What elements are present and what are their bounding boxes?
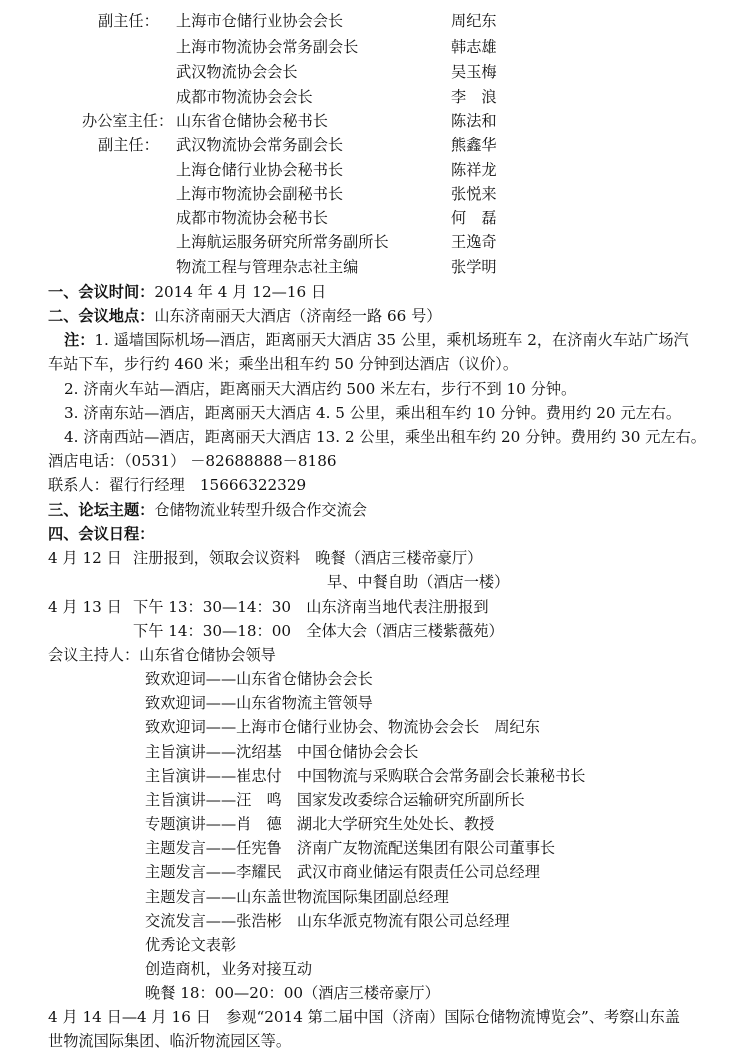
- meeting-venue-value: 山东济南丽天大酒店（济南经一路 66 号）: [154, 307, 442, 325]
- committee-name: 王逸奇: [451, 233, 497, 251]
- schedule-item: 下午 13：30—14：30 山东济南当地代表注册报到: [133, 598, 489, 616]
- hotel-phone: 酒店电话：（0531） －82688888－8186: [48, 452, 337, 470]
- schedule-item: 注册报到，领取会议资料 晚餐（酒店三楼帝豪厅）: [133, 549, 483, 567]
- schedule-heading: 四、会议日程：: [48, 525, 155, 543]
- note-1-line-1: 1. 遥墙国际机场—酒店，距离丽天大酒店 35 公里，乘机场班车 2，在济南火车站广场汽: [94, 331, 689, 349]
- note-1: [64, 330, 689, 350]
- committee-name: 吴玉梅: [451, 63, 497, 81]
- forum-theme-value: 仓储物流业转型升级合作交流会: [154, 501, 367, 519]
- committee-org: 成都市物流协会会长: [176, 88, 313, 106]
- agenda-item: 致欢迎词——上海市仓储行业协会、物流协会会长 周纪东: [145, 718, 540, 736]
- meeting-venue-label: 二、会议地点：: [48, 307, 155, 325]
- committee-name: 李 浪: [451, 88, 497, 106]
- committee-org: 上海市物流协会常务副会长: [176, 38, 359, 56]
- schedule-item: 早、中餐自助（酒店一楼）: [327, 573, 510, 591]
- committee-org: 上海市物流协会副秘书长: [176, 185, 344, 203]
- note-3: 3. 济南东站—酒店，距离丽天大酒店 4. 5 公里，乘出租车约 10 分钟。费用约 20 元左右。: [64, 404, 682, 422]
- meeting-host: 会议主持人：山东省仓储协会领导: [48, 646, 276, 664]
- committee-name: 周纪东: [451, 12, 497, 30]
- agenda-item: 交流发言——张浩彬 山东华派克物流有限公司总经理: [145, 912, 510, 930]
- committee-org: 上海仓储行业协会秘书长: [176, 161, 344, 179]
- committee-org: 上海航运服务研究所常务副所长: [176, 233, 389, 251]
- meeting-venue: [48, 306, 441, 326]
- vice-director-label: 副主任：: [98, 136, 159, 154]
- vice-director-label: 副主任：: [98, 12, 159, 30]
- agenda-item: 主题发言——山东盖世物流国际集团副总经理: [145, 888, 449, 906]
- committee-name: 张学明: [451, 258, 497, 276]
- agenda-item: 主题发言——李耀民 武汉市商业储运有限责任公司总经理: [145, 863, 540, 881]
- agenda-item: 致欢迎词——山东省仓储协会会长: [145, 670, 373, 688]
- agenda-item: 主旨演讲——沈绍基 中国仓储协会会长: [145, 743, 419, 761]
- committee-name: 熊鑫华: [451, 136, 497, 154]
- committee-org: 武汉物流协会会长: [176, 63, 298, 81]
- forum-theme-label: 三、论坛主题：: [48, 501, 155, 519]
- note-1-line-2: 车站下车，步行约 460 米；乘坐出租车约 50 分钟到达酒店（议价）。: [48, 355, 519, 373]
- schedule-visit-line-1: 4 月 14 日—4 月 16 日 参观“2014 第二届中国（济南）国际仓储物流博览会”、考察山东盖: [48, 1008, 680, 1026]
- agenda-item: 优秀论文表彰: [145, 936, 237, 954]
- note-2: 2. 济南火车站—酒店，距离丽天大酒店约 500 米左右，步行不到 10 分钟。: [64, 380, 577, 398]
- contact-person: 联系人：翟行行经理 15666322329: [48, 476, 307, 494]
- agenda-item: 创造商机，业务对接互动: [145, 960, 313, 978]
- meeting-time-value: 2014 年 4 月 12—16 日: [154, 283, 327, 301]
- agenda-item: 致欢迎词——山东省物流主管领导: [145, 694, 373, 712]
- agenda-item: 专题演讲——肖 德 湖北大学研究生处处长、教授: [145, 815, 495, 833]
- committee-name: 陈法和: [451, 112, 497, 130]
- note-label: 注：: [64, 331, 95, 349]
- committee-org: 上海市仓储行业协会会长: [176, 12, 344, 30]
- committee-org: 山东省仓储协会秘书长: [176, 112, 328, 130]
- agenda-item: 主旨演讲——汪 鸣 国家发改委综合运输研究所副所长: [145, 791, 525, 809]
- office-director-label: 办公室主任：: [82, 112, 174, 130]
- schedule-visit-line-2: 世物流国际集团、临沂物流园区等。: [48, 1032, 291, 1050]
- committee-org: 物流工程与管理杂志社主编: [176, 258, 359, 276]
- agenda-item: 主题发言——任宪鲁 济南广友物流配送集团有限公司董事长: [145, 839, 556, 857]
- committee-name: 陈祥龙: [451, 161, 497, 179]
- schedule-item: 下午 14：30—18：00 全体大会（酒店三楼紫薇苑）: [133, 622, 504, 640]
- agenda-item: 主旨演讲——崔忠付 中国物流与采购联合会常务副会长兼秘书长: [145, 767, 586, 785]
- committee-name: 何 磊: [451, 209, 497, 227]
- committee-org: 武汉物流协会常务副会长: [176, 136, 344, 154]
- agenda-item: 晚餐 18：00—20：00（酒店三楼帝豪厅）: [145, 984, 440, 1002]
- schedule-date: 4 月 12 日: [48, 549, 122, 567]
- meeting-time: [48, 282, 326, 302]
- forum-theme: [48, 500, 367, 520]
- meeting-time-label: 一、会议时间：: [48, 283, 155, 301]
- committee-name: 韩志雄: [451, 38, 497, 56]
- schedule-date: 4 月 13 日: [48, 598, 122, 616]
- note-4: 4. 济南西站—酒店，距离丽天大酒店 13. 2 公里，乘坐出租车约 20 分钟。费用约 30 元左右。: [64, 428, 706, 446]
- committee-org: 成都市物流协会秘书长: [176, 209, 328, 227]
- committee-name: 张悦来: [451, 185, 497, 203]
